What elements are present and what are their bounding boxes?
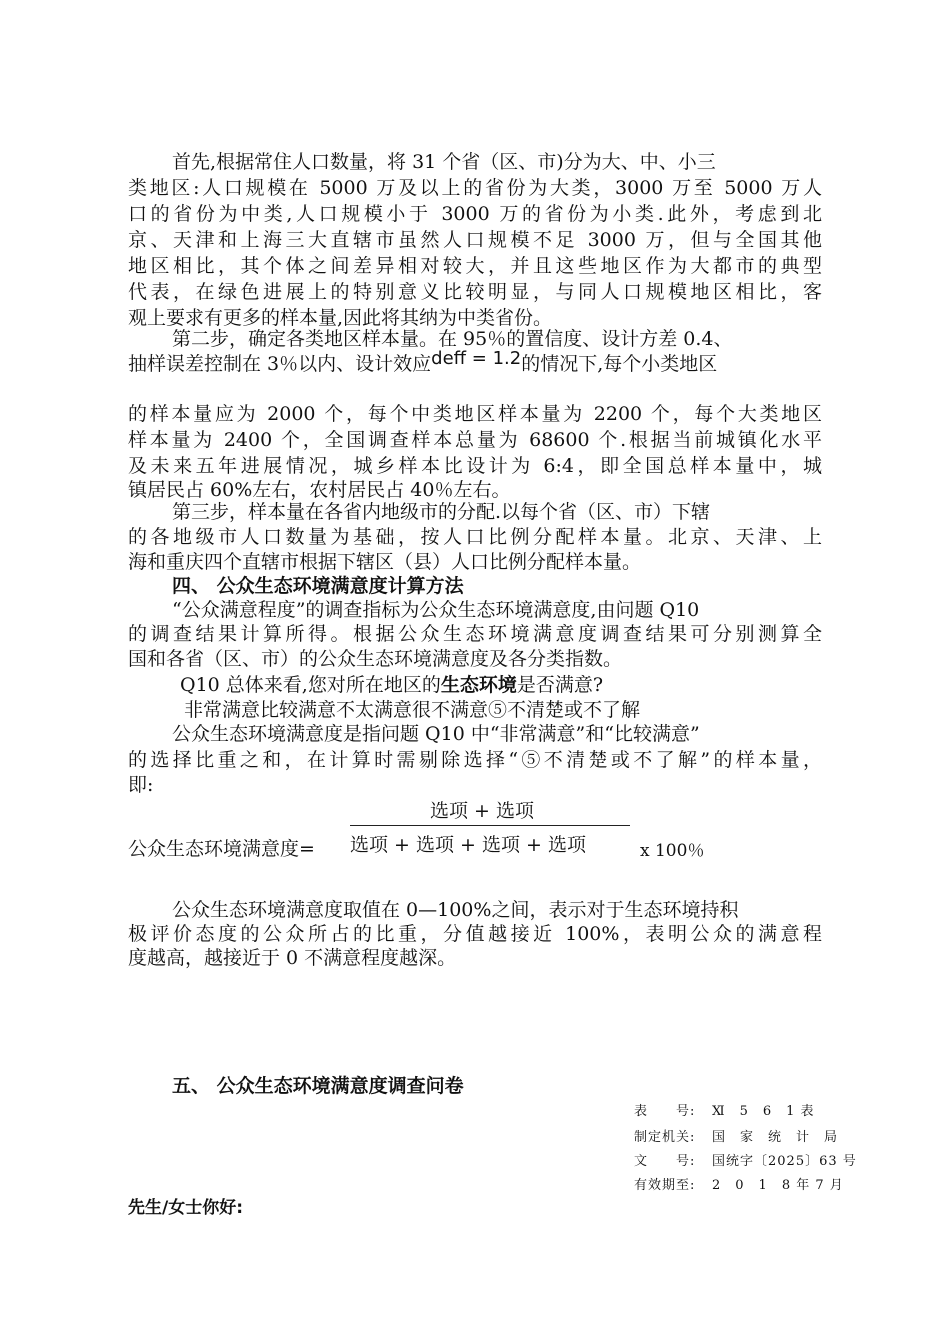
question-q10 xyxy=(180,673,603,697)
paragraph-line: 第三步，样本量在各省内地级市的分配.以每个省（区、市）下辖 xyxy=(172,501,711,523)
paragraph-line: 海和重庆四个直辖市根据下辖区（县）人口比例分配样本量。 xyxy=(128,551,642,573)
meta-label: 有效期至: xyxy=(634,1178,696,1193)
emphasis-text: 生态环境 xyxy=(440,674,517,696)
paragraph-line: 观上要求有更多的样本量,因此将其纳为中类省份。 xyxy=(128,307,553,329)
formula-multiplier: x 100％ xyxy=(640,841,705,861)
formula-numerator: 选项 + 选项 xyxy=(430,800,534,822)
meta-value: 国 家 统 计 局 xyxy=(712,1130,839,1145)
meta-value: Ⅺ 5 6 1 表 xyxy=(712,1104,815,1119)
text-run: Q10 总体来看,您对所在地区的 xyxy=(180,674,441,696)
greeting: 先生/女士你好: xyxy=(128,1198,244,1218)
paragraph-line: 的样本量应为 2000 个，每个中类地区样本量为 2200 个，每个大类地区 xyxy=(128,403,822,425)
paragraph-line: 公众生态环境满意度是指问题 Q10 中“非常满意”和“比较满意” xyxy=(172,723,700,745)
form-meta-row xyxy=(634,1100,815,1119)
text-run: 的情况下,每个小类地区 xyxy=(521,353,718,375)
paragraph-line: 及未来五年进展情况，城乡样本比设计为 6:4，即全国总样本量中，城 xyxy=(128,455,822,477)
paragraph-line: 样本量为 2400 个，全国调查样本总量为 68600 个.根据当前城镇化水平 xyxy=(128,429,822,451)
answer-options: 非常满意比较满意不太满意很不满意⑤不清楚或不了解 xyxy=(184,699,641,721)
text-run: 是否满意? xyxy=(516,674,604,696)
form-meta-row xyxy=(634,1150,857,1169)
paragraph-line: 的选择比重之和，在计算时需剔除选择“⑤不清楚或不了解”的样本量， xyxy=(128,749,822,771)
paragraph-line: 的调查结果计算所得。根据公众生态环境满意度调查结果可分别测算全 xyxy=(128,623,822,645)
paragraph-line: 极评价态度的公众所占的比重，分值越接近 100%，表明公众的满意程 xyxy=(128,923,822,945)
paragraph-line: “公众满意程度”的调查指标为公众生态环境满意度,由问题 Q10 xyxy=(172,599,700,621)
text-run: 抽样误差控制在 3％以内、设计效应 xyxy=(128,353,432,375)
meta-value: 国统字〔2025〕63 号 xyxy=(712,1154,857,1169)
paragraph-line: 首先,根据常住人口数量，将 31 个省（区、市)分为大、中、小三 xyxy=(172,151,716,173)
paragraph-line: 镇居民占 60%左右，农村居民占 40％左右。 xyxy=(128,479,511,501)
paragraph-line: 类地区:人口规模在 5000 万及以上的省份为大类，3000 万至 5000 万人 xyxy=(128,177,822,199)
paragraph-line: 京、天津和上海三大直辖市虽然人口规模不足 3000 万，但与全国其他 xyxy=(128,229,822,251)
formula-denominator: 选项 + 选项 + 选项 + 选项 xyxy=(350,834,586,856)
meta-label: 制定机关: xyxy=(634,1130,696,1145)
section-heading: 五、 公众生态环境满意度调查问卷 xyxy=(172,1075,464,1097)
fraction-bar xyxy=(350,825,630,826)
paragraph-line xyxy=(128,348,718,377)
paragraph-line: 即: xyxy=(128,774,154,796)
form-meta-row xyxy=(634,1174,844,1193)
formula-lhs: 公众生态环境满意度= xyxy=(128,838,315,860)
paragraph-line: 地区相比，其个体之间差异相对较大，并且这些地区作为大都市的典型 xyxy=(128,255,822,277)
meta-label: 文 号: xyxy=(634,1154,696,1169)
meta-value: 2 0 1 8 年 7 月 xyxy=(712,1178,844,1193)
meta-label: 表 号: xyxy=(634,1104,696,1119)
paragraph-line: 代表，在绿色进展上的特别意义比较明显，与同人口规模地区相比，客 xyxy=(128,281,822,303)
form-meta-row xyxy=(634,1126,838,1145)
section-heading: 四、 公众生态环境满意度计算方法 xyxy=(172,575,464,597)
paragraph-line: 度越高，越接近于 0 不满意程度越深。 xyxy=(128,947,457,969)
paragraph-line: 第二步，确定各类地区样本量。在 95％的置信度、设计方差 0.4、 xyxy=(172,328,733,350)
deff-formula: deff = 1.2 xyxy=(431,348,522,369)
paragraph-line: 公众生态环境满意度取值在 0—100%之间，表示对于生态环境持积 xyxy=(172,899,739,921)
paragraph-line: 的各地级市人口数量为基础，按人口比例分配样本量。北京、天津、上 xyxy=(128,526,822,548)
paragraph-line: 国和各省（区、市）的公众生态环境满意度及各分类指数。 xyxy=(128,648,623,670)
paragraph-line: 口的省份为中类,人口规模小于 3000 万的省份为小类.此外，考虑到北 xyxy=(128,203,822,225)
